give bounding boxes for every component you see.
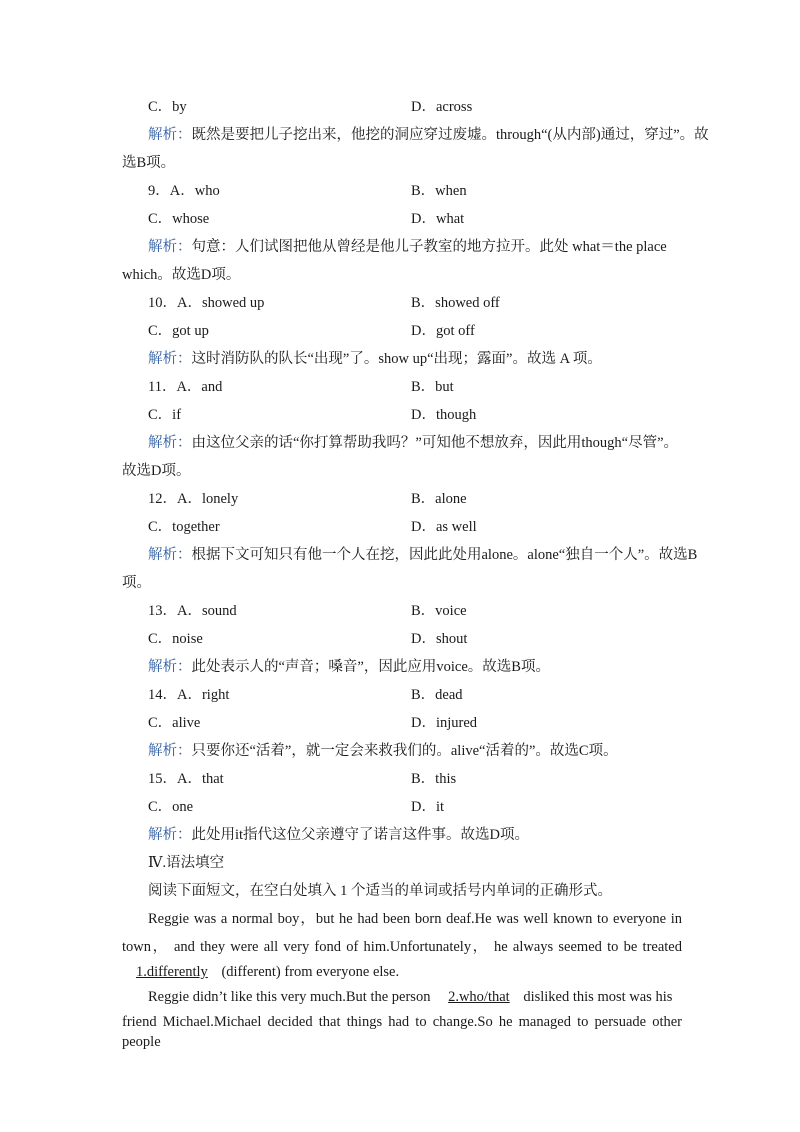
analysis-text: 此处表示人的“声音；嗓音”，因此应用voice。故选B项。 [191,659,550,675]
option-b: B．but [411,379,454,395]
option-c: C．whose [148,211,210,227]
option-d: D．got off [411,323,475,339]
option-b: B．dead [411,687,463,703]
analysis-14 [122,741,708,761]
option-d: D．what [411,211,465,227]
option-d: D．shout [411,631,468,647]
option-b: B．alone [411,491,467,507]
analysis-12 [122,545,708,565]
option-c: C．noise [148,631,203,647]
analysis-8 [122,125,708,145]
analysis-label: 解析： [148,827,192,843]
analysis-text: 句意：人们试图把他从曾经是他儿子教室的地方拉开。此处 what＝the place [191,239,667,255]
analysis-9 [122,237,708,257]
option-d: D．though [411,407,477,423]
analysis-label: 解析： [148,743,192,759]
analysis-label: 解析： [148,659,192,675]
option-d: D．as well [411,519,477,535]
passage-text: Reggie didn’t like this very much.But the person [148,989,431,1005]
answer-blank-1: 1.differently [136,964,208,980]
option-b: B．when [411,183,467,199]
option-c: C．one [148,799,194,815]
option-b: B．showed off [411,295,500,311]
analysis-text: 既然是要把儿子挖出来，他挖的洞应穿过废墟。through“(从内部)通过，穿过”。故 [191,127,709,143]
option-c: C．got up [148,323,209,339]
option-b: B．this [411,771,457,787]
option-c: C．if [148,407,182,423]
answer-blank-2: 2.who/that [448,989,510,1005]
analysis-text: 此处用it指代这位父亲遵守了诺言这件事。故选D项。 [191,827,530,843]
analysis-15 [122,825,708,845]
passage-line [122,987,708,1007]
option-a: 9．A．who [148,183,220,199]
passage-text: disliked this most was his [523,989,673,1005]
option-a: 14．A．right [148,687,230,703]
analysis-12-cont: 项。 [122,575,151,591]
passage-line [122,962,682,982]
analysis-label: 解析： [148,547,192,563]
analysis-8-cont: 选B项。 [122,155,176,171]
option-c: C．together [148,519,220,535]
option-c: C．by [148,99,187,115]
option-a: 15．A．that [148,771,224,787]
analysis-11 [122,433,708,453]
analysis-text: 只要你还“活着”，就一定会来救我们的。alive“活着的”。故选C项。 [191,743,618,759]
section-title: Ⅳ.语法填空 [148,855,225,871]
analysis-11-cont: 故选D项。 [122,463,191,479]
option-a: 12．A．lonely [148,491,239,507]
analysis-label: 解析： [148,435,192,451]
passage-line: town， and they were all very fond of him.Unfortunately， he always seemed to be treated [122,939,682,955]
option-b: B．voice [411,603,467,619]
option-a: 13．A．sound [148,603,237,619]
option-d: D．across [411,99,473,115]
option-d: D．it [411,799,445,815]
analysis-10 [122,349,708,369]
analysis-text: 这时消防队的队长“出现”了。show up“出现；露面”。故选 A 项。 [191,351,602,367]
analysis-9-cont: which。故选D项。 [122,267,241,283]
option-d: D．injured [411,715,478,731]
analysis-label: 解析： [148,127,192,143]
option-c: C．alive [148,715,201,731]
passage-line: Reggie was a normal boy，but he had been born deaf.He was well known to everyone in [148,911,682,927]
option-a: 10．A．showed up [148,295,265,311]
section-instruction: 阅读下面短文，在空白处填入 1 个适当的单词或括号内单词的正确形式。 [148,883,612,899]
analysis-text: 根据下文可知只有他一个人在挖，因此此处用alone。alone“独自一个人”。故选B [191,547,698,563]
analysis-label: 解析： [148,239,192,255]
passage-line: friend Michael.Michael decided that things had to change.So he managed to persuade other people [122,1014,682,1050]
option-a: 11．A．and [148,379,223,395]
analysis-text: 由这位父亲的话“你打算帮助我吗？”可知他不想放弃，因此用though“尽管”。 [191,435,679,451]
analysis-label: 解析： [148,351,192,367]
passage-text: (different) from everyone else. [221,964,400,980]
analysis-13 [122,657,708,677]
